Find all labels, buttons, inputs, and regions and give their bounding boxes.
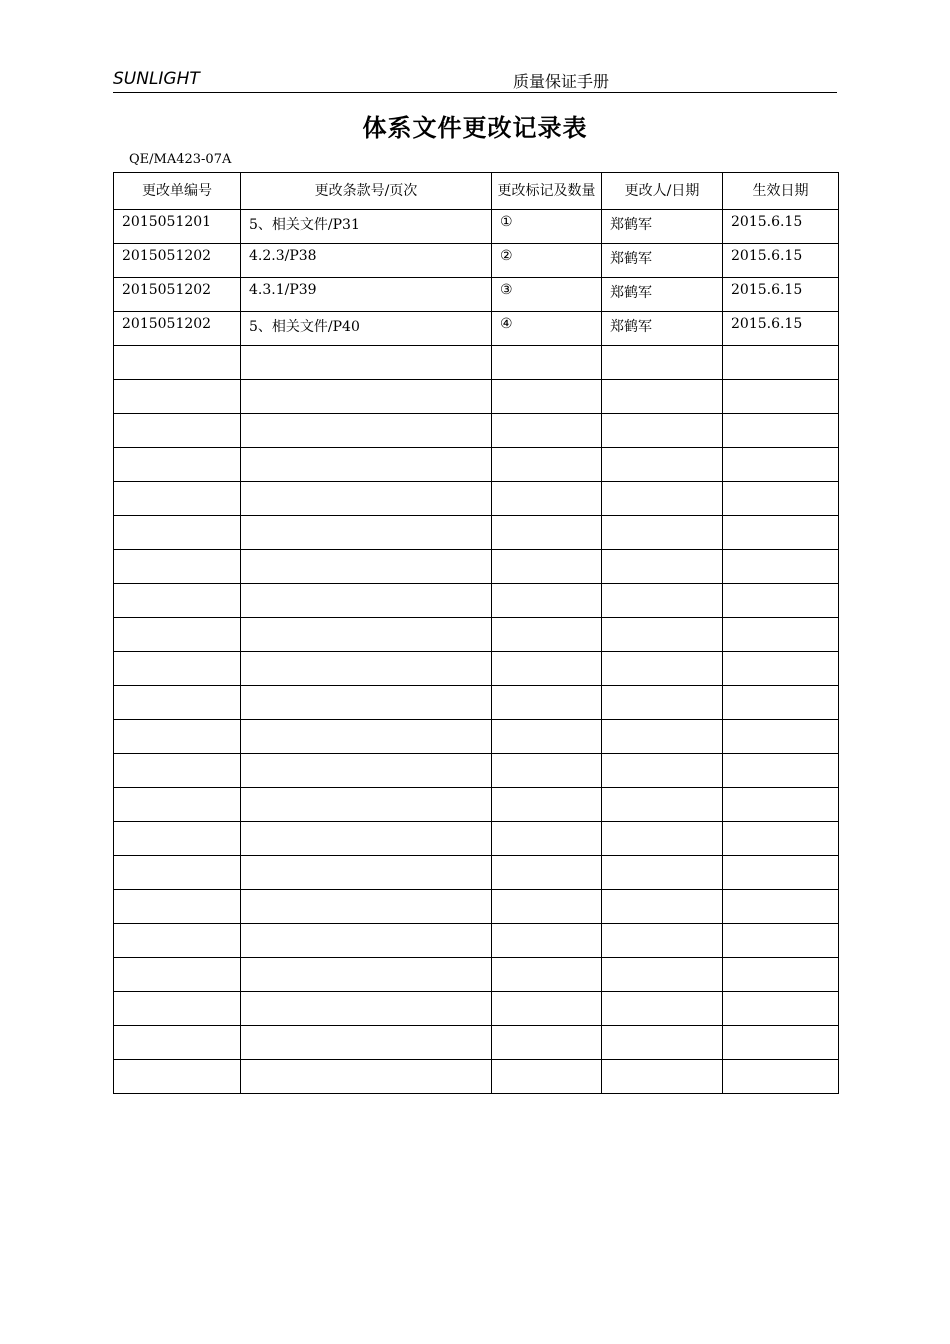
cell-change-mark (492, 584, 602, 618)
cell-effective-date (723, 754, 839, 788)
cell-change-number (114, 618, 241, 652)
cell-change-mark (492, 788, 602, 822)
cell-effective-date: 2015.6.15 (723, 244, 839, 278)
column-header-effective-date: 生效日期 (723, 173, 839, 210)
brand-name: SUNLIGHT (113, 69, 200, 89)
table-row (114, 992, 839, 1026)
cell-clause-page (241, 550, 492, 584)
cell-change-mark (492, 346, 602, 380)
table-row (114, 210, 839, 244)
cell-change-number (114, 856, 241, 890)
table-row (114, 788, 839, 822)
cell-clause-page (241, 584, 492, 618)
manual-title: 质量保证手册 (513, 72, 610, 91)
cell-change-mark (492, 652, 602, 686)
table-row (114, 550, 839, 584)
cell-effective-date: 2015.6.15 (723, 278, 839, 312)
cell-change-mark (492, 686, 602, 720)
cell-change-number (114, 414, 241, 448)
cell-effective-date (723, 380, 839, 414)
column-header-clause-page: 更改条款号/页次 (241, 173, 492, 210)
cell-change-number (114, 924, 241, 958)
cell-clause-page (241, 448, 492, 482)
table-row (114, 924, 839, 958)
table-row (114, 856, 839, 890)
cell-changer-date: 郑鹤军 (602, 244, 723, 278)
cell-changer-date (602, 618, 723, 652)
cell-effective-date (723, 822, 839, 856)
cell-changer-date (602, 822, 723, 856)
cell-changer-date (602, 890, 723, 924)
table-row (114, 686, 839, 720)
cell-effective-date (723, 788, 839, 822)
cell-changer-date: 郑鹤军 (602, 312, 723, 346)
change-record-table (113, 172, 839, 1094)
cell-change-mark (492, 482, 602, 516)
column-header-changer-date: 更改人/日期 (602, 173, 723, 210)
table-row (114, 278, 839, 312)
cell-change-number: 2015051202 (114, 244, 241, 278)
cell-change-number (114, 958, 241, 992)
cell-change-mark (492, 380, 602, 414)
cell-changer-date (602, 550, 723, 584)
cell-clause-page: 5、相关文件/P31 (241, 210, 492, 244)
cell-change-number (114, 652, 241, 686)
cell-changer-date (602, 380, 723, 414)
table-row (114, 1026, 839, 1060)
cell-change-number (114, 890, 241, 924)
table-row (114, 890, 839, 924)
cell-change-mark (492, 754, 602, 788)
cell-change-mark (492, 924, 602, 958)
table-row (114, 244, 839, 278)
cell-clause-page (241, 890, 492, 924)
page-header (113, 66, 837, 93)
column-header-change-mark: 更改标记及数量 (492, 173, 602, 210)
cell-effective-date (723, 890, 839, 924)
table-row (114, 414, 839, 448)
cell-change-number (114, 754, 241, 788)
cell-change-mark (492, 1060, 602, 1094)
cell-changer-date (602, 924, 723, 958)
cell-clause-page (241, 788, 492, 822)
cell-changer-date (602, 346, 723, 380)
cell-effective-date (723, 550, 839, 584)
cell-effective-date (723, 1060, 839, 1094)
table-row (114, 346, 839, 380)
table-row (114, 652, 839, 686)
table-row (114, 482, 839, 516)
cell-change-number (114, 380, 241, 414)
cell-effective-date (723, 414, 839, 448)
table-row (114, 618, 839, 652)
cell-effective-date (723, 448, 839, 482)
cell-effective-date (723, 1026, 839, 1060)
cell-effective-date (723, 618, 839, 652)
cell-clause-page (241, 482, 492, 516)
cell-changer-date (602, 584, 723, 618)
cell-change-number (114, 482, 241, 516)
cell-change-mark (492, 856, 602, 890)
cell-clause-page (241, 754, 492, 788)
cell-clause-page: 4.3.1/P39 (241, 278, 492, 312)
table-row (114, 822, 839, 856)
cell-clause-page: 4.2.3/P38 (241, 244, 492, 278)
table-body (114, 210, 839, 1094)
cell-effective-date (723, 482, 839, 516)
cell-clause-page: 5、相关文件/P40 (241, 312, 492, 346)
cell-change-number (114, 686, 241, 720)
cell-change-number (114, 1060, 241, 1094)
column-header-change-number: 更改单编号 (114, 173, 241, 210)
cell-change-number (114, 822, 241, 856)
cell-changer-date (602, 856, 723, 890)
cell-change-number (114, 788, 241, 822)
cell-effective-date (723, 856, 839, 890)
cell-change-mark (492, 822, 602, 856)
cell-changer-date (602, 516, 723, 550)
cell-changer-date (602, 958, 723, 992)
cell-change-mark: ③ (492, 278, 602, 312)
cell-clause-page (241, 1060, 492, 1094)
cell-clause-page (241, 958, 492, 992)
document-title: 体系文件更改记录表 (362, 114, 588, 142)
cell-clause-page (241, 924, 492, 958)
table-row (114, 584, 839, 618)
cell-change-number (114, 584, 241, 618)
cell-effective-date (723, 584, 839, 618)
cell-change-mark (492, 890, 602, 924)
cell-clause-page (241, 720, 492, 754)
cell-changer-date (602, 788, 723, 822)
cell-change-number (114, 1026, 241, 1060)
cell-clause-page (241, 516, 492, 550)
cell-change-mark (492, 992, 602, 1026)
table-row (114, 720, 839, 754)
cell-changer-date (602, 686, 723, 720)
cell-change-mark (492, 448, 602, 482)
cell-effective-date: 2015.6.15 (723, 210, 839, 244)
cell-change-number: 2015051202 (114, 278, 241, 312)
cell-effective-date (723, 958, 839, 992)
cell-clause-page (241, 822, 492, 856)
cell-effective-date (723, 992, 839, 1026)
cell-changer-date (602, 754, 723, 788)
cell-clause-page (241, 414, 492, 448)
cell-effective-date (723, 652, 839, 686)
cell-change-mark: ④ (492, 312, 602, 346)
table-row (114, 448, 839, 482)
cell-change-number (114, 516, 241, 550)
cell-change-number (114, 448, 241, 482)
cell-clause-page (241, 856, 492, 890)
form-code: QE/MA423-07A (129, 152, 232, 167)
cell-change-mark (492, 720, 602, 754)
table-row (114, 516, 839, 550)
cell-changer-date (602, 414, 723, 448)
table-row (114, 312, 839, 346)
cell-change-mark (492, 958, 602, 992)
cell-clause-page (241, 686, 492, 720)
cell-change-mark (492, 618, 602, 652)
cell-effective-date (723, 516, 839, 550)
cell-effective-date (723, 720, 839, 754)
cell-effective-date (723, 924, 839, 958)
cell-clause-page (241, 992, 492, 1026)
table-row (114, 380, 839, 414)
cell-changer-date (602, 1026, 723, 1060)
cell-effective-date (723, 346, 839, 380)
cell-change-mark: ① (492, 210, 602, 244)
cell-effective-date (723, 686, 839, 720)
cell-clause-page (241, 618, 492, 652)
cell-change-number (114, 550, 241, 584)
cell-change-number (114, 720, 241, 754)
cell-changer-date (602, 652, 723, 686)
table-row (114, 1060, 839, 1094)
cell-changer-date (602, 448, 723, 482)
cell-change-mark (492, 414, 602, 448)
cell-changer-date (602, 992, 723, 1026)
cell-changer-date: 郑鹤军 (602, 278, 723, 312)
cell-change-mark (492, 516, 602, 550)
cell-change-mark: ② (492, 244, 602, 278)
cell-changer-date (602, 720, 723, 754)
cell-change-number: 2015051201 (114, 210, 241, 244)
cell-changer-date: 郑鹤军 (602, 210, 723, 244)
cell-change-number (114, 992, 241, 1026)
cell-change-mark (492, 550, 602, 584)
table-row (114, 754, 839, 788)
cell-change-number: 2015051202 (114, 312, 241, 346)
cell-change-mark (492, 1026, 602, 1060)
cell-clause-page (241, 652, 492, 686)
cell-changer-date (602, 482, 723, 516)
cell-clause-page (241, 346, 492, 380)
table-row (114, 958, 839, 992)
cell-effective-date: 2015.6.15 (723, 312, 839, 346)
cell-changer-date (602, 1060, 723, 1094)
cell-clause-page (241, 380, 492, 414)
cell-change-number (114, 346, 241, 380)
cell-clause-page (241, 1026, 492, 1060)
table-header-row (114, 173, 839, 210)
